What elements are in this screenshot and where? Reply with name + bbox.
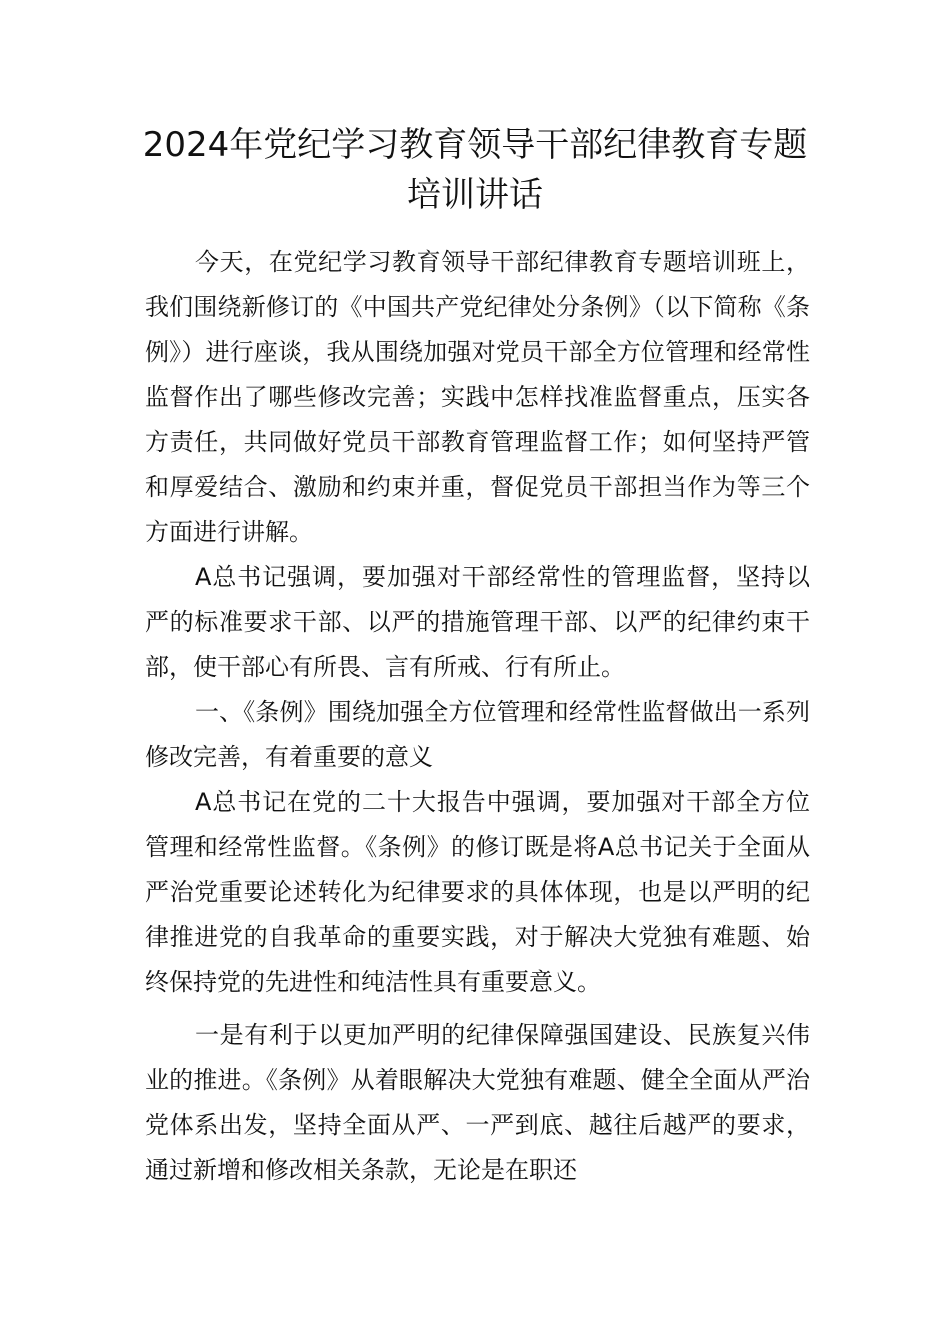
paragraph-significance: A总书记在党的二十大报告中强调，要加强对干部全方位管理和经常性监督。《条例》的修订既是将A总书记关于全面从严治党重要论述转化为纪律要求的具体体现，也是以严明的纪律推进党的自我革命的重要实践，对于解决大党独有难题、始终保持党的先进性和纯洁性具有重要意义。: [145, 788, 810, 996]
section-heading-1: 一、《条例》围绕加强全方位管理和经常性监督做出一系列修改完善，有着重要的意义: [145, 698, 810, 771]
document-title: 2024年党纪学习教育领导干部纪律教育专题培训讲话: [142, 125, 808, 215]
document-body: [145, 240, 810, 1193]
paragraph-point-1: 一是有利于以更加严明的纪律保障强国建设、民族复兴伟业的推进。《条例》从着眼解决大党独有难题、健全全面从严治党体系出发，坚持全面从严、一严到底、越往后越严的要求，通过新增和修改相关条款，无论是在职还: [145, 1021, 810, 1184]
paragraph-quote: A总书记强调，要加强对干部经常性的管理监督，坚持以严的标准要求干部、以严的措施管理干部、以严的纪律约束干部，使干部心有所畏、言有所戒、行有所止。: [145, 563, 810, 681]
paragraph-intro: 今天，在党纪学习教育领导干部纪律教育专题培训班上，我们围绕新修订的《中国共产党纪律处分条例》（以下简称《条例》）进行座谈，我从围绕加强对党员干部全方位管理和经常性监督作出了哪些修改完善；实践中怎样找准监督重点，压实各方责任，共同做好党员干部教育管理监督工作；如何坚持严管和厚爱结合、激励和约束并重，督促党员干部担当作为等三个方面进行讲解。: [145, 248, 810, 546]
